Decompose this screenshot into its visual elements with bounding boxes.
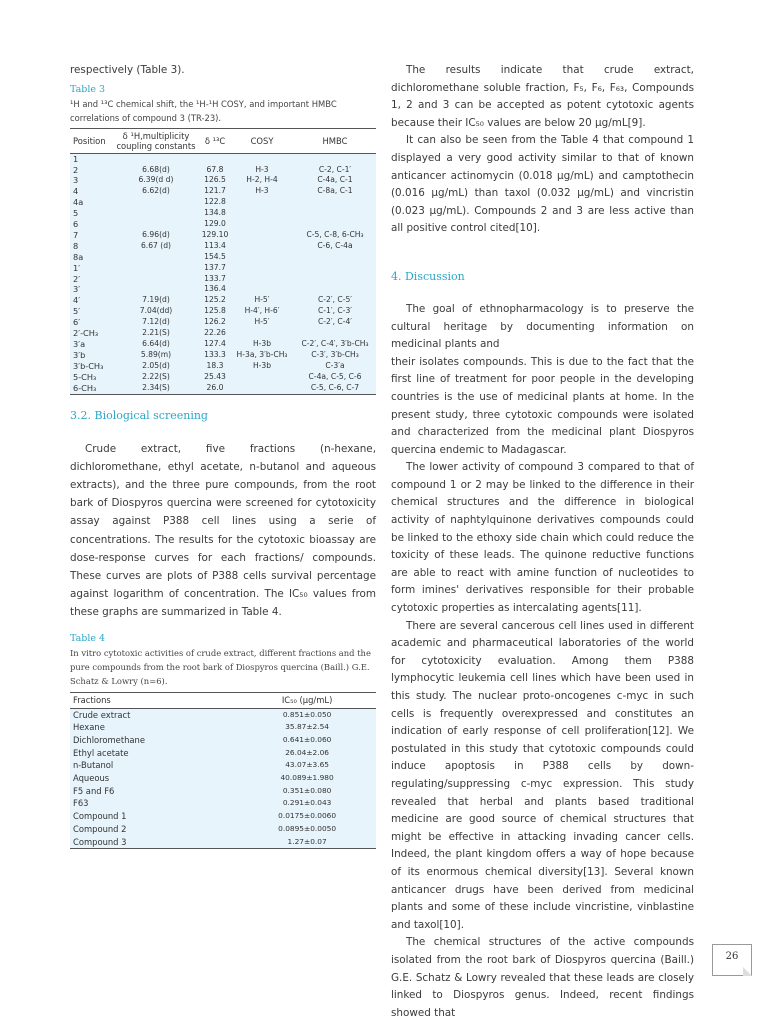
table-cell: 7.04(dd)	[139, 306, 173, 316]
table-cell	[112, 208, 200, 219]
table-cell	[230, 230, 294, 241]
table-row	[70, 785, 376, 798]
table-cell: 2	[73, 164, 79, 175]
table-cell: 3′b	[73, 349, 86, 360]
table-cell: 0.351±0.080	[282, 785, 332, 795]
table-cell: 25.43	[204, 371, 226, 381]
table-cell: 6.39(d d)	[138, 175, 174, 185]
table-cell: 2.21(S)	[142, 328, 170, 338]
table-cell: 126.2	[204, 317, 226, 327]
table-cell: Compound 2	[73, 823, 127, 834]
table-cell	[230, 328, 294, 339]
left-column	[70, 62, 376, 849]
table-row	[70, 708, 376, 721]
table-cell: 3′a	[73, 339, 86, 349]
table-row	[70, 175, 376, 186]
table-cell: 2.34(S)	[112, 383, 200, 394]
right-column	[391, 62, 694, 1022]
table-cell	[230, 197, 294, 208]
table-cell: C-3′, 3′b-CH₃	[311, 349, 359, 359]
table-cell: 136.4	[204, 284, 226, 294]
table3-header: Position	[70, 128, 112, 153]
table-cell: 8	[73, 240, 79, 251]
table-cell: 0.641±0.060	[282, 734, 332, 744]
table-cell: C-5, C-8, 6-CH₃	[306, 229, 364, 239]
table-cell: 2′-CH₃	[73, 328, 99, 339]
table-cell: H-5′	[254, 295, 270, 305]
paragraph-table4-comparison: It can also be seen from the Table 4 that compound 1 displayed a very good activity similar to that of known anticancer actinomycin (0.018 μg/mL) and camptothecin (0.016 μg/mL) than taxol (0.032 μg/mL) and vincristin (0.023 μg/mL). Compounds 2 and 3 are less active than all positive control cited[10].	[391, 134, 694, 235]
table-cell	[294, 328, 376, 339]
table-cell: 1′	[73, 262, 81, 273]
table-cell: C-6, C-4a	[317, 240, 353, 250]
table-cell: 3	[73, 175, 79, 186]
table-row	[70, 372, 376, 383]
table-cell: 4′	[73, 295, 81, 306]
paragraph-chemical-structures: The chemical structures of the active compounds isolated from the root bark of Diospyros quercina (Baill.) G.E. Schatz & Lowry revealed that these leads are closely linked to Diospyros genus. Indeed, recent findings showed that	[391, 936, 694, 1019]
paragraph-results: The results indicate that crude extract, dichloromethane soluble fraction, F₅, F₆, F₆₃, Compounds 1, 2 and 3 can be accepted as potent cytotoxic agents because their IC₅₀ values are below 20 μg/mL[9].	[391, 64, 694, 129]
table-row	[70, 721, 376, 734]
table-cell: F63	[73, 798, 89, 809]
table-cell: 0.0895±0.0050	[278, 823, 337, 833]
table-cell: H-2, H-4	[246, 175, 278, 185]
table-cell: Compound 1	[73, 811, 127, 822]
table-cell: 4	[73, 186, 79, 197]
table-row	[70, 339, 376, 350]
section-title-biological-screening: 3.2. Biological screening	[70, 408, 208, 422]
table-cell: 1.27±0.07	[238, 836, 376, 849]
table-row	[70, 747, 376, 760]
table-row	[70, 383, 376, 394]
table-row	[70, 759, 376, 772]
table-cell: H-4′, H-6′	[244, 306, 280, 316]
table-cell: 26.0	[200, 383, 230, 394]
table-cell	[112, 252, 200, 263]
table3	[70, 128, 376, 395]
table-cell: Ethyl acetate	[73, 747, 129, 758]
table-cell: 0.851±0.050	[282, 709, 332, 719]
table-cell	[230, 219, 294, 230]
section-title-discussion: 4. Discussion	[391, 269, 465, 283]
table4-caption: In vitro cytotoxic activities of crude extract, different fractions and the pure compounds from the root bark of Diospyros quercina (Baill.) G.E. Schatz & Lowry (n=6).	[70, 647, 371, 686]
table-cell	[294, 284, 376, 295]
table3-caption: ¹H and ¹³C chemical shift, the ¹H-¹H COSY, and important HMBC correlations of compound 3 (TR-23).	[70, 98, 337, 123]
table-cell: 7.19(d)	[142, 295, 170, 305]
paragraph-biological-screening: Crude extract, five fractions (n-hexane, dichloromethane, ethyl acetate, n-butanol and aqueous extracts), and the three pure compounds, from the root bark of Diospyros quercina were screened for cytotoxicity assay against P388 cell lines using a serie of concentrations. The results for the cytotoxic bioassay are dose-response curves for each fractions/ compounds. These curves are plots of P388 cells survival percentage against logarithm of concentration. The IC₅₀ values from these graphs are summarized in Table 4.	[70, 442, 376, 619]
table-cell: C-3′a	[325, 360, 345, 370]
table-cell	[294, 274, 376, 285]
table-cell	[230, 274, 294, 285]
table-cell: 137.7	[204, 262, 226, 272]
table-cell: H-3b	[252, 339, 272, 348]
table-cell: 2.05(d)	[142, 360, 170, 370]
intro-line: respectively (Table 3).	[70, 64, 185, 76]
table-cell: H-3b	[252, 360, 272, 370]
table-cell: C-2′, C-5′	[317, 295, 353, 305]
table-row	[70, 165, 376, 176]
table-cell: 22.26	[204, 328, 226, 338]
table-cell: 6.67 (d)	[140, 240, 172, 250]
table4-header: IC₅₀ (μg/mL)	[238, 692, 376, 708]
table-cell: 5-CH₃	[73, 371, 97, 382]
table-cell: 40.089±1.980	[280, 773, 334, 783]
table-cell: 121.7	[204, 186, 226, 196]
table-cell: 129.0	[204, 219, 226, 229]
page-number-box	[712, 944, 752, 976]
table3-header: HMBC	[294, 128, 376, 153]
table-cell	[112, 284, 200, 295]
table-cell	[200, 153, 230, 164]
table-cell: 6	[73, 219, 79, 230]
table-cell: 3′b-CH₃	[73, 360, 104, 371]
table-cell	[230, 284, 294, 295]
table3-header: COSY	[230, 128, 294, 153]
table-cell: C-4a, C-1	[317, 175, 353, 185]
paragraph-lower-activity: The lower activity of compound 3 compared to that of compound 1 or 2 may be linked to the difference in their chemical structures and the difference in biological activity of naphtylquinone derivatives compounds could be linked to the ethoxy side chain which could reduce the toxicity of these leads. The quinone reductive functions are able to react with amine function of nucleotides to form imines' derivatives responsible for their probable cytotoxic properties as intercalating agents[11].	[391, 461, 694, 615]
table-cell: H-5′	[254, 317, 270, 327]
table-cell	[230, 241, 294, 252]
table-cell: Dichloromethane	[73, 734, 146, 745]
table-cell	[230, 263, 294, 274]
table-row	[70, 772, 376, 785]
table-row	[70, 186, 376, 197]
page-corner-fold	[743, 967, 752, 976]
table-cell: 3′	[73, 284, 81, 295]
table-cell	[230, 383, 294, 394]
table-cell: C-4a, C-5, C-6	[308, 371, 362, 381]
table-row	[70, 153, 376, 164]
table-row	[70, 263, 376, 274]
table-cell	[112, 274, 200, 285]
table-row	[70, 734, 376, 747]
table-cell: 5.89(m)	[140, 349, 172, 359]
table-cell: C-2′, C-4′, 3′b-CH₃	[301, 339, 369, 348]
table-cell: H-3	[255, 186, 269, 196]
table-row	[70, 274, 376, 285]
table-row	[70, 350, 376, 361]
table-cell: 127.4	[204, 339, 226, 348]
table3-header-row	[70, 128, 376, 153]
paragraph-ethnopharmacology-cont: their isolates compounds. This is due to the fact that the first line of treatment for poor people in the developing countries is the use of medicinal plants at home. In the present study, three cytotoxic compounds were isolated and characterized from the medicinal plant Diospyros quercina endemic to Madagascar.	[391, 355, 694, 456]
table-cell: 35.87±2.54	[285, 722, 329, 732]
table-cell: C-1′, C-3′	[317, 306, 353, 316]
table-cell: 6.62(d)	[142, 186, 170, 196]
table-cell: n-Butanol	[73, 760, 114, 771]
table-cell: Aqueous	[73, 773, 110, 784]
table-cell: 125.2	[204, 295, 226, 305]
table-cell: 113.4	[204, 240, 226, 250]
table-cell: C-8a, C-1	[317, 186, 353, 196]
table-cell: H-3	[255, 164, 269, 174]
table4-label: Table 4	[70, 632, 106, 644]
table-cell: 6-CH₃	[70, 383, 112, 394]
table-row	[70, 219, 376, 230]
table-row	[70, 208, 376, 219]
table-cell	[112, 219, 200, 230]
table-cell: 67.8	[206, 164, 224, 174]
table-row	[70, 295, 376, 306]
table-cell: H-3a, 3′b-CH₃	[236, 349, 288, 359]
table-cell: F5 and F6	[73, 785, 115, 796]
table-cell: 6.96(d)	[142, 229, 170, 239]
table-cell: 4a	[73, 197, 84, 208]
page-number: 26	[725, 951, 739, 962]
table-cell	[294, 252, 376, 263]
table-row	[70, 230, 376, 241]
table-cell	[230, 252, 294, 263]
table-cell	[294, 197, 376, 208]
table-cell: 8a	[73, 251, 84, 262]
table-cell: 134.8	[204, 208, 226, 218]
table-cell: 6′	[73, 317, 81, 328]
table-row	[70, 823, 376, 836]
table-row	[70, 810, 376, 823]
table-row	[70, 197, 376, 208]
table-cell: Crude extract	[73, 709, 131, 720]
table-cell: 26.04±2.06	[285, 747, 329, 757]
paragraph-cell-lines: There are several cancerous cell lines used in different academic and pharmaceutical laboratories of the world for cytotoxicity evaluation. Among them P388 lymphocytic leukemia cell lines which have been used in this study. The nuclear proto-oncogenes c-myc in such cells is frequently overexpressed and constitutes an indication of early response of cell proliferation[12]. We postulated in this study that cytotoxic compounds could induce apoptosis in P388 cells by down-regulating/suppressing c-myc expression. This study revealed that herbal and plants based traditional medicine are good source of chemical structures that might be effective in attacking invading cancer cells. Indeed, the plant kingdom offers a way of hope because of its enormous chemical diversity[13]. Several known anticancer drugs have been derived from medicinal plants and some of these include vincristine, vinblastine and taxol[10].	[391, 619, 694, 931]
table-cell: 154.5	[204, 251, 226, 261]
table-row	[70, 361, 376, 372]
table-cell	[230, 153, 294, 164]
table-row	[70, 284, 376, 295]
table-cell: 2′	[73, 273, 81, 284]
table-cell	[112, 263, 200, 274]
table-row	[70, 317, 376, 328]
table-cell: 5′	[73, 306, 81, 317]
table-row	[70, 306, 376, 317]
table-cell: 133.7	[204, 273, 226, 283]
table-cell: 133.3	[204, 349, 226, 359]
table-cell	[294, 153, 376, 164]
table-cell: 0.0175±0.0060	[278, 811, 337, 821]
table-cell: 129.10	[201, 229, 229, 239]
table-cell: 0.291±0.043	[282, 798, 332, 808]
table-cell: 43.07±3.65	[285, 760, 329, 770]
table-cell: C-5, C-6, C-7	[294, 383, 376, 394]
table-cell: 6.64(d)	[142, 339, 170, 348]
table-cell: C-2′, C-4′	[317, 317, 353, 327]
table3-header: δ ¹H,multiplicity coupling constants	[112, 128, 200, 153]
table-cell	[294, 219, 376, 230]
table-cell: 1	[73, 153, 79, 164]
table-cell: Hexane	[73, 722, 105, 733]
table3-header: δ ¹³C	[200, 128, 230, 153]
table-row	[70, 797, 376, 810]
table-row	[70, 252, 376, 263]
table-cell: 7.12(d)	[142, 317, 170, 327]
table-row	[70, 328, 376, 339]
table-cell	[112, 153, 200, 164]
table4	[70, 692, 376, 850]
table-cell: 122.8	[204, 197, 226, 207]
table-cell	[294, 263, 376, 274]
table-cell: 18.3	[206, 360, 224, 370]
table-cell: 7	[73, 229, 79, 240]
table4-header: Fractions	[70, 692, 238, 708]
table4-header-row	[70, 692, 376, 708]
table-cell	[230, 208, 294, 219]
table-cell: 5	[73, 208, 79, 219]
paragraph-ethnopharmacology: The goal of ethnopharmacology is to preserve the cultural heritage by documenting information on medicinal plants and	[391, 302, 694, 351]
table-cell: 125.8	[204, 306, 226, 316]
table-cell: Compound 3	[70, 836, 238, 849]
table-cell	[294, 208, 376, 219]
table-cell: 6.68(d)	[142, 164, 170, 174]
table-row	[70, 241, 376, 252]
table-row	[70, 836, 376, 849]
table-cell: C-2, C-1′	[318, 164, 352, 174]
table-cell	[112, 197, 200, 208]
table-cell	[230, 372, 294, 383]
table-cell: 2.22(S)	[142, 371, 170, 381]
table3-label: Table 3	[70, 83, 106, 95]
table-cell: 126.5	[204, 175, 226, 185]
